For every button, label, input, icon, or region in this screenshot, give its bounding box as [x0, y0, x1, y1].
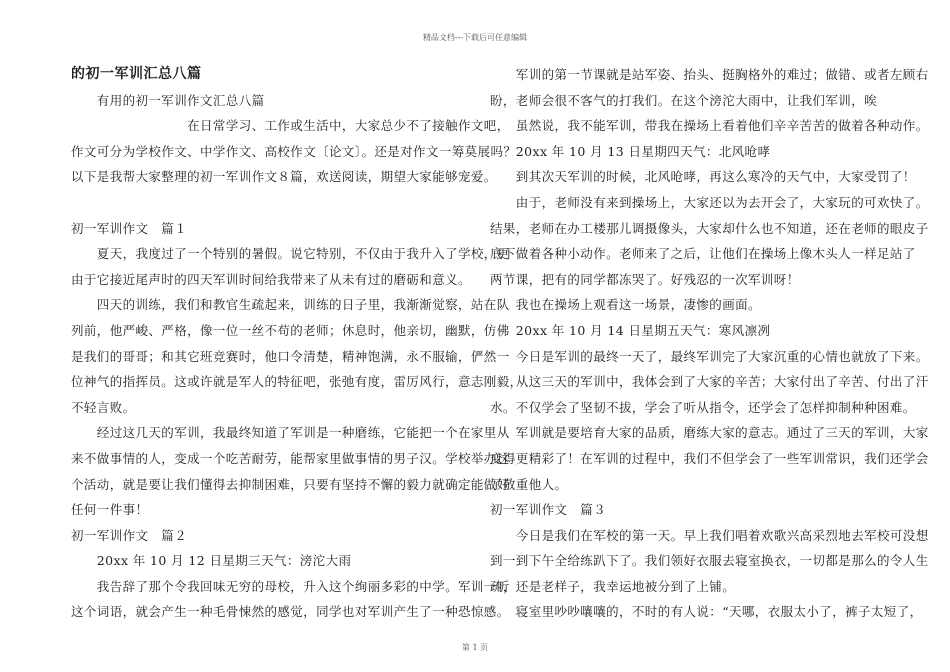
right-column — [490, 62, 929, 625]
text-line: 列前，他严峻、严格，像一位一丝不苟的老师；休息时，他亲切，幽默，仿佛 — [71, 322, 510, 338]
text-line: 位神气的指挥员。这或许就是军人的特征吧，张弛有度，雷厉风行，意志刚毅， — [71, 374, 523, 390]
text-line: 由于它接近尾声时的四天军训时间给我带来了从未有过的磨砺和意义。 — [71, 271, 471, 287]
page-header: 精品文档---下载后可任意编辑 — [422, 33, 528, 42]
text-line: 从这三天的军训中，我体会到了大家的辛苦；大家付出了辛苦、付出了汗 — [490, 374, 929, 390]
text-line: 20xx 年 10 月 12 日星期三天气：滂沱大雨 — [71, 553, 352, 569]
text-line: 20xx 年 10 月 13 日星期四天气：北风呛哮 — [490, 143, 771, 159]
text-line: 这个词语，就会产生一种毛骨悚然的感觉，同学也对军训产生了一种恐惊感。 — [71, 604, 510, 620]
text-line: 今日是军训的最终一天了，最终军训完了大家沉重的心情也就放了下来。 — [490, 348, 929, 364]
text-line: 夏天，我度过了一个特别的暑假。说它特别，不仅由于我升入了学校，更 — [71, 246, 510, 262]
text-line: 底下做着各种小动作。老师来了之后，让他们在操场上像木头人一样足站了 — [490, 246, 916, 262]
text-line: 到一到下午全给练趴下了。我们领好衣服去寝室换衣，一切都是那么的令人生 — [490, 553, 929, 569]
text-line: 作文可分为学校作文、中学作文、高校作文〔论文〕。还是对作文一筹莫展吗？ — [71, 143, 517, 159]
text-line: 20xx 年 10 月 14 日星期五天气：寒风凛冽 — [490, 322, 771, 338]
text-line: 初一军训作文 篇１ — [71, 220, 188, 236]
text-line: 到其次天军训的时候，北风呛哮，再这么寒冷的天气中，大家受罚了！ — [490, 169, 916, 185]
text-line: 有用的初一军训作文汇总八篇 — [71, 92, 265, 108]
text-line: 四天的训练，我们和教官生疏起来，训练的日子里，我渐渐觉察，站在队 — [71, 297, 510, 313]
text-line: 初一军训作文 篇２ — [71, 527, 188, 543]
text-line: 军训就是要培育大家的品质，磨练大家的意志。通过了三天的军训，大家 — [490, 425, 929, 441]
text-line: 来不做事情的人，变成一个吃苦耐劳，能帮家里做事情的男子汉。学校举办这 — [71, 450, 510, 466]
text-line: 任何一件事！ — [71, 502, 149, 518]
document-title: 的初一军训汇总八篇 — [71, 66, 202, 82]
text-line: 不轻言败。 — [71, 399, 136, 415]
text-line: 两节课，把有的同学都冻哭了。好残忍的一次军训呀！ — [490, 271, 800, 287]
left-column — [71, 62, 523, 625]
text-line: 今日是我们在军校的第一天。早上我们唱着欢歌兴高采烈地去军校可没想 — [490, 527, 929, 543]
text-line: 以下是我帮大家整理的初一军训作文８篇，欢送阅读，期望大家能够宠爱。 — [71, 169, 497, 185]
text-line: 水。不仅学会了坚韧不拔，学会了听从指令，还学会了怎样抑制种种困难。 — [490, 399, 916, 415]
text-line: 疏，还是老样子，我幸运地被分到了上铺。 — [490, 578, 736, 594]
text-line: 了敬重他人。 — [490, 476, 568, 492]
text-line: 在日常学习、工作或生活中，大家总少不了接触作文吧， — [71, 118, 510, 134]
text-line: 我告辞了那个令我回味无穷的母校，升入这个绚丽多彩的中学。军训一听 — [71, 578, 510, 594]
text-line: 寝室里吵吵嚷嚷的，不时的有人说：“天哪，衣服太小了，裤子太短了， — [490, 604, 923, 620]
text-line: 经过这几天的军训，我最终知道了军训是一种磨练，它能把一个在家里从 — [71, 425, 510, 441]
text-line: 盼，老师会很不客气的打我们。在这个滂沱大雨中，让我们军训，唉 — [490, 92, 878, 108]
page-footer: 第 1 页 — [461, 643, 489, 652]
text-line: 由于，老师没有来到操场上，大家还以为去开会了，大家玩的可欢快了。 — [490, 194, 929, 210]
text-line: 是我们的哥哥；和其它班竞赛时，他口令清楚，精神饱满，永不服输，俨然一 — [71, 348, 510, 364]
text-line: 我也在操场上观看这一场景，凄惨的画面。 — [490, 297, 761, 313]
text-line: 虽然说，我不能军训，带我在操场上看着他们辛辛苦苦的做着各种动作。 — [490, 118, 929, 134]
text-line: 变得更精彩了！在军训的过程中，我们不但学会了一些军训常识，我们还学会 — [490, 450, 929, 466]
text-line — [71, 190, 464, 216]
text-line: 军训的第一节课就是站军姿、抬头、挺胸格外的难过；做错、或者左顾右 — [490, 67, 929, 82]
text-line: 个活动，就是要让我们懂得去抑制困难，只要有坚持不懈的毅力就确定能做好 — [71, 476, 510, 492]
text-line: 结果，老师在办工楼那儿调摄像头，大家却什么也不知道，还在老师的眼皮子 — [490, 220, 929, 236]
text-line: 初一军训作文 篇３ — [490, 502, 607, 518]
